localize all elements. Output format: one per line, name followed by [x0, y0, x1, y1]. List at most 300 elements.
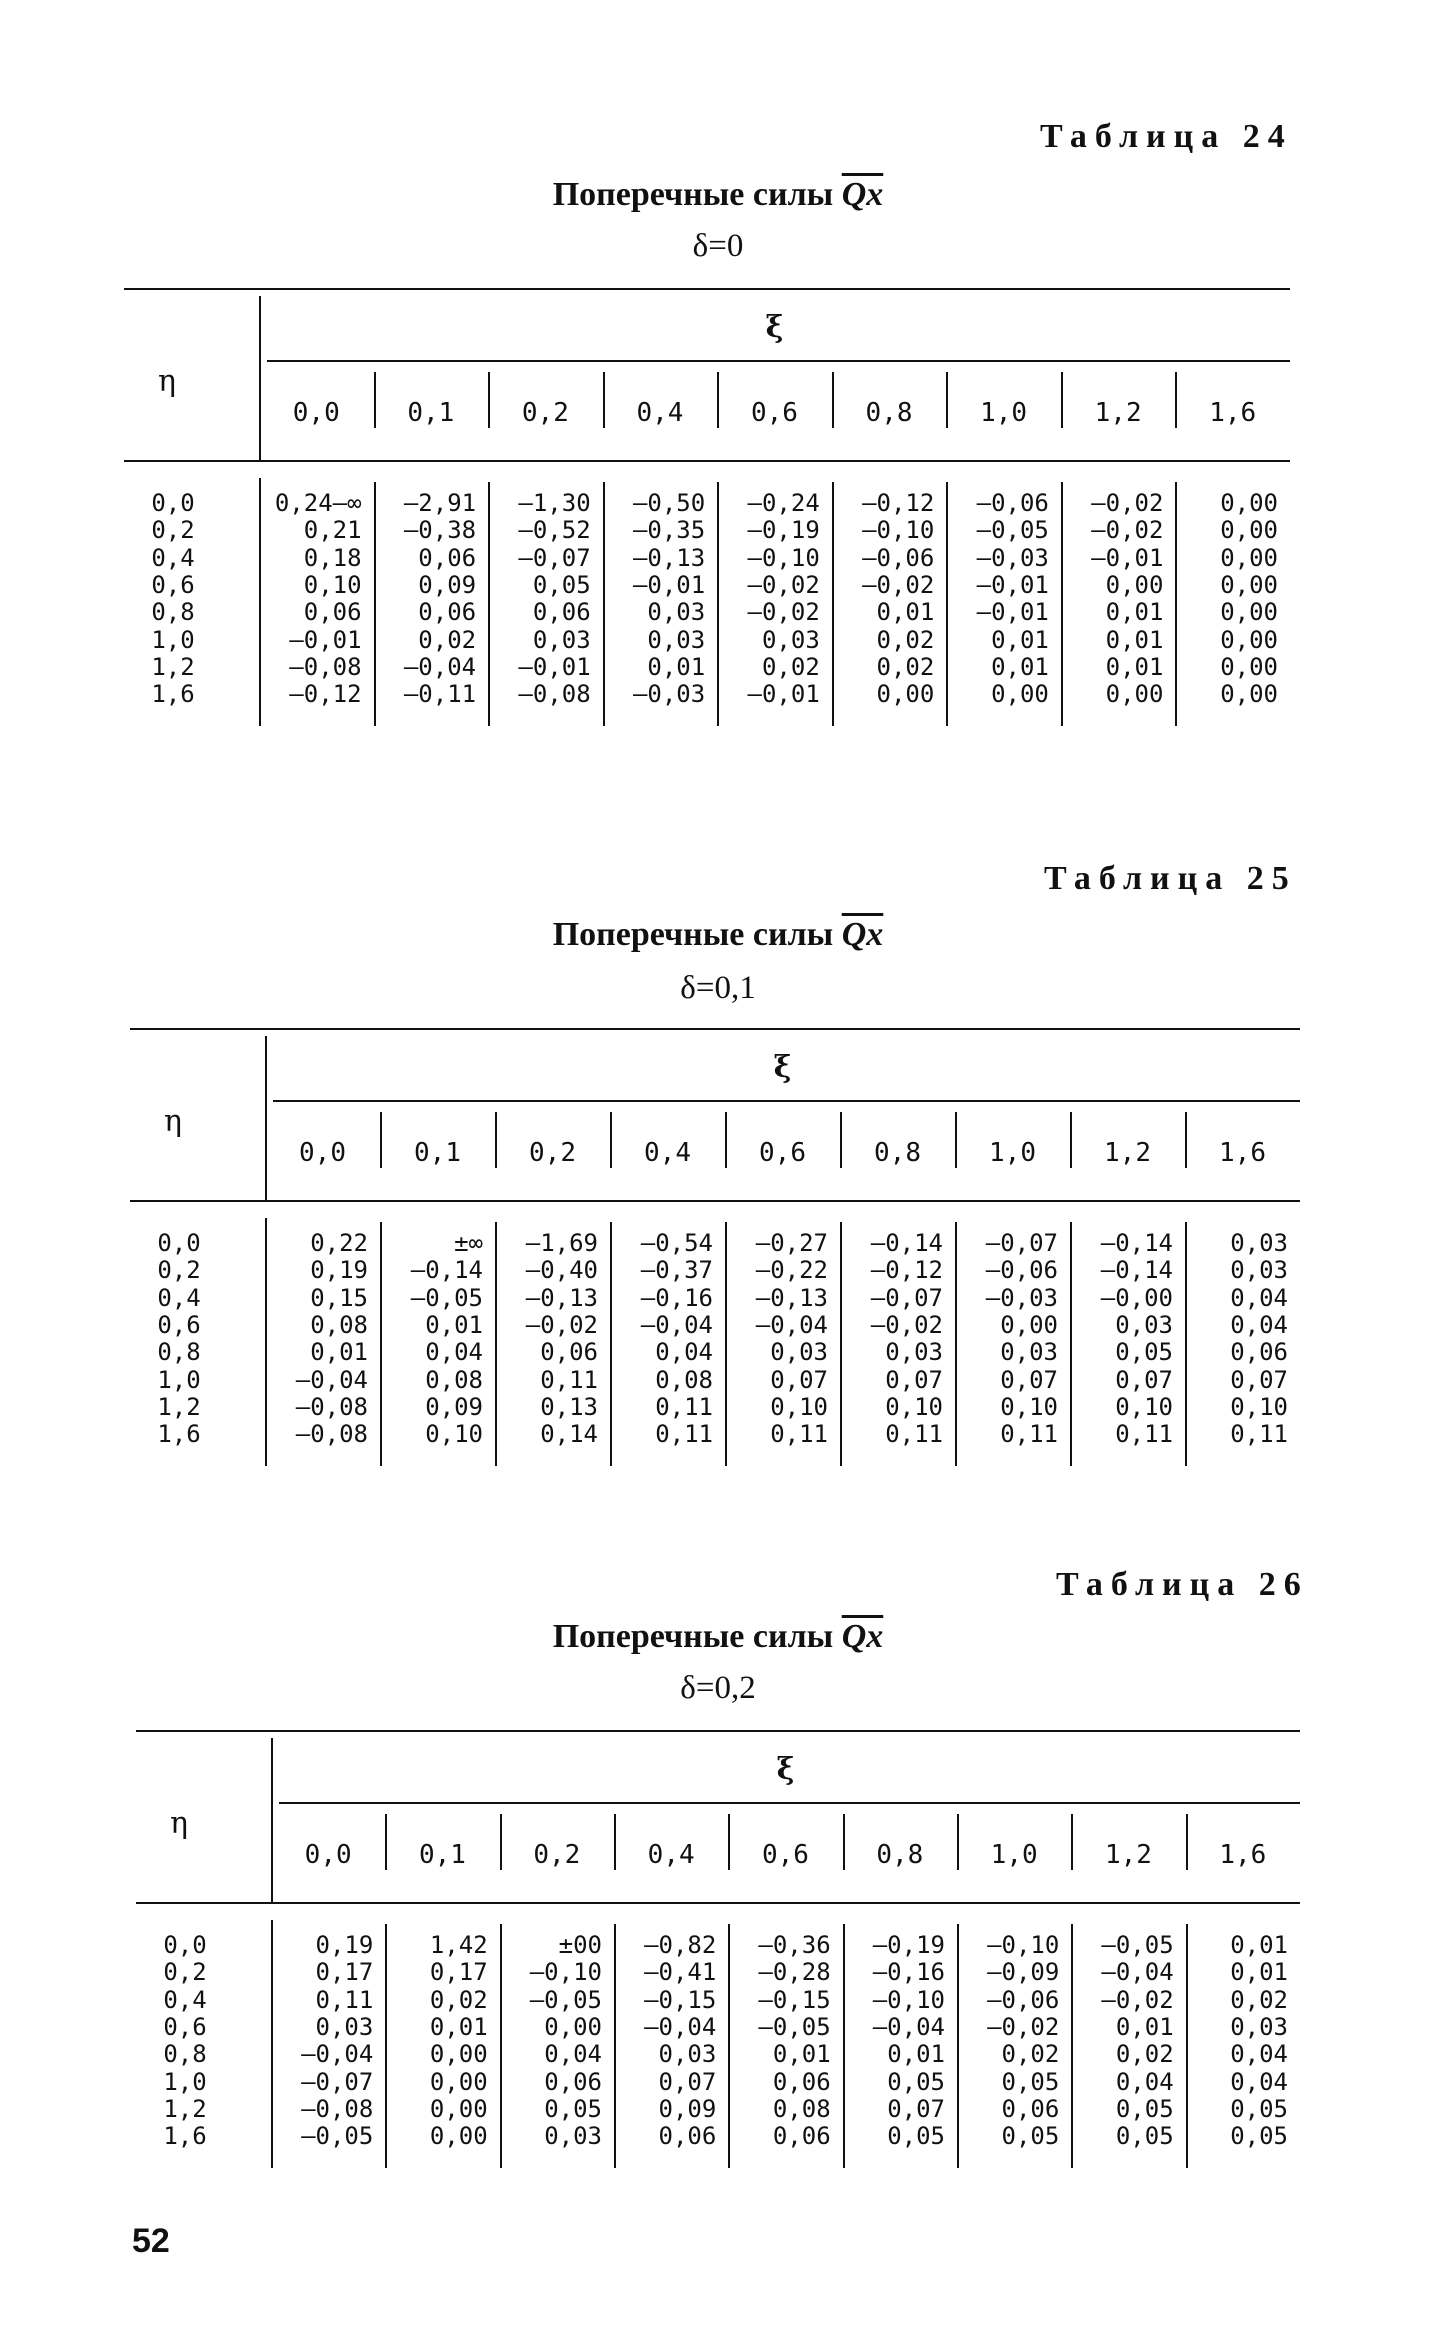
- table-cell: —0,36: [758, 1931, 831, 1959]
- table-cell: 0,10: [1230, 1392, 1288, 1421]
- table-cell: —0,01: [747, 680, 820, 709]
- title-text: Поперечные силы: [552, 1618, 842, 1655]
- table-cell: 0,00: [1220, 625, 1278, 654]
- table-cell: 0,10: [425, 1420, 483, 1449]
- table-cell: 0,01: [1115, 2012, 1174, 2041]
- table-cell: 0,03: [1115, 1310, 1173, 1339]
- column-header: 1,0: [980, 398, 1028, 428]
- xi-symbol: ξ: [776, 1752, 795, 1787]
- column-separator-body: [495, 1222, 497, 1466]
- table-cell: —0,11: [403, 680, 477, 709]
- column-header: 0,4: [644, 1138, 691, 1168]
- column-separator-body: [725, 1222, 727, 1466]
- row-label: 1,6: [151, 680, 195, 709]
- table-delta: δ=0,1: [680, 970, 756, 1006]
- column-separator: [955, 1112, 957, 1168]
- column-separator: [840, 1112, 842, 1168]
- column-separator: [488, 372, 490, 428]
- table-cell: 0,00: [429, 2094, 488, 2123]
- table-cell: —0,03: [632, 680, 706, 709]
- table-cell: —0,16: [872, 1958, 945, 1987]
- table-cell: 0,09: [658, 2094, 717, 2123]
- table-cell: 0,05: [1001, 2122, 1060, 2151]
- column-separator: [1186, 1814, 1188, 1870]
- table-cell: —0,38: [403, 516, 477, 545]
- row-label: 1,0: [157, 1365, 201, 1394]
- table-cell: 0,03: [761, 625, 820, 654]
- column-separator: [614, 1814, 616, 1870]
- table-cell: 0,11: [770, 1420, 828, 1449]
- table-cell: —0,08: [289, 652, 362, 681]
- table-cell: —0,05: [301, 2122, 374, 2151]
- table-cell: —0,12: [870, 1256, 943, 1285]
- table-cell: 0,01: [1230, 1931, 1288, 1959]
- table-cell: 0,00: [1105, 570, 1164, 599]
- table-cell: —0,02: [862, 570, 935, 599]
- table-cell: —0,13: [632, 543, 706, 572]
- table-cell: —0,02: [987, 2012, 1060, 2041]
- column-separator: [832, 372, 834, 428]
- table-cell: 0,02: [429, 1985, 488, 2014]
- table-cell: —0,10: [872, 1985, 945, 2014]
- table-cell: 0,19: [315, 1931, 374, 1959]
- table-cell: 0,01: [310, 1338, 368, 1367]
- table-cell: 0,11: [655, 1392, 713, 1421]
- table-cell: 0,01: [425, 1310, 483, 1339]
- table-cell: —0,13: [755, 1283, 828, 1312]
- table-cell: —0,22: [755, 1256, 828, 1285]
- eta-symbol: η: [158, 364, 176, 399]
- table-cell: 0,11: [1000, 1420, 1058, 1449]
- table-cell: 0,06: [658, 2122, 717, 2151]
- table-cell: 0,07: [1000, 1365, 1058, 1394]
- table-number: Таблица 26: [1056, 1566, 1309, 1603]
- table-cell: —0,14: [870, 1229, 943, 1257]
- table-cell: 0,03: [658, 2040, 717, 2069]
- column-separator-body: [488, 482, 490, 726]
- table-cell: 0,18: [303, 543, 362, 572]
- table-cell: 0,00: [1000, 1310, 1058, 1339]
- column-header: 1,6: [1219, 1840, 1267, 1870]
- table-cell: 0,07: [885, 1365, 943, 1394]
- column-header: 1,6: [1219, 1138, 1266, 1168]
- table-cell: 0,04: [1230, 1310, 1288, 1339]
- table-cell: 0,05: [887, 2067, 945, 2096]
- table-cell: —0,02: [747, 570, 820, 599]
- table-cell: —0,06: [862, 543, 935, 572]
- table-cell: 0,07: [770, 1365, 828, 1394]
- table-cell: 0,10: [770, 1392, 828, 1421]
- table-cell: 0,09: [425, 1392, 483, 1421]
- column-header: 0,8: [865, 398, 913, 428]
- table-cell: 0,03: [1230, 1229, 1288, 1257]
- table-cell: 0,09: [418, 570, 477, 599]
- title-symbol: $\overline{Qx}$: [841, 176, 884, 213]
- table-cell: 0,05: [532, 570, 591, 599]
- table-cell: —0,14: [410, 1256, 483, 1285]
- table-cell: —0,01: [289, 625, 362, 654]
- table-cell: 0,04: [1230, 2067, 1288, 2096]
- row-label: 0,6: [157, 1310, 201, 1339]
- table-cell: —0,14: [1100, 1256, 1173, 1285]
- column-separator: [957, 1814, 959, 1870]
- table-cell: 0,03: [1000, 1338, 1058, 1367]
- table-cell: 0,00: [1220, 570, 1278, 599]
- table-cell: 0,01: [429, 2012, 488, 2041]
- table-cell: —1,69: [525, 1229, 598, 1257]
- table-cell: —0,10: [862, 516, 935, 545]
- page-number: 52: [132, 2222, 170, 2260]
- table-cell: 0,06: [1001, 2094, 1060, 2123]
- column-separator-body: [380, 1222, 382, 1466]
- column-header: 0,6: [751, 398, 798, 428]
- column-header: 1,6: [1209, 398, 1257, 428]
- row-label: 0,0: [163, 1931, 207, 1959]
- xi-symbol: ξ: [765, 310, 784, 345]
- table-cell: 0,04: [655, 1338, 713, 1367]
- column-separator-body: [946, 482, 948, 726]
- table-cell: —0,10: [987, 1931, 1060, 1959]
- table-cell: —0,02: [525, 1310, 598, 1339]
- row-label: 0,4: [151, 543, 195, 572]
- row-label: 1,0: [151, 625, 195, 654]
- column-header: 0,1: [414, 1138, 461, 1168]
- table-cell: 0,08: [425, 1365, 483, 1394]
- column-separator: [374, 372, 376, 428]
- table-cell: —0,02: [747, 598, 820, 627]
- table-cell: —0,02: [1101, 1985, 1174, 2014]
- table-cell: 0,05: [1115, 2094, 1174, 2123]
- column-separator-body: [717, 482, 719, 726]
- column-header: 1,0: [990, 1840, 1038, 1870]
- column-header: 0,2: [533, 1840, 581, 1870]
- column-separator-body: [603, 482, 605, 726]
- table-cell: 0,06: [532, 598, 591, 627]
- table-cell: 0,02: [418, 625, 477, 654]
- table-cell: 0,02: [1001, 2040, 1060, 2069]
- table-cell: 0,08: [655, 1365, 713, 1394]
- column-header: 0,2: [529, 1138, 576, 1168]
- column-header: 0,1: [419, 1840, 466, 1870]
- column-separator: [385, 1814, 387, 1870]
- table-cell: —0,05: [410, 1283, 483, 1312]
- table-cell: —0,24: [747, 489, 820, 517]
- table-cell: 0,01: [1230, 1958, 1288, 1987]
- table-cell: 0,00: [429, 2122, 488, 2151]
- table-cell: 0,02: [761, 652, 820, 681]
- table-top-rule: [130, 1028, 1300, 1030]
- table-cell: 0,04: [1230, 1283, 1288, 1312]
- table-cell: 0,01: [647, 652, 706, 681]
- table-cell: —0,04: [1101, 1958, 1174, 1987]
- table-cell: 0,05: [887, 2122, 945, 2151]
- row-label: 1,6: [157, 1420, 201, 1449]
- column-separator: [728, 1814, 730, 1870]
- table-cell: —0,03: [976, 543, 1049, 572]
- xi-symbol: ξ: [773, 1050, 792, 1085]
- column-separator: [1061, 372, 1063, 428]
- row-label: 0,6: [163, 2012, 207, 2041]
- table-title: [0, 1618, 1436, 1656]
- table-cell: —0,06: [985, 1256, 1058, 1285]
- table-cell: 0,04: [425, 1338, 483, 1367]
- column-header: 0,4: [636, 398, 684, 428]
- table-cell: 0,00: [1220, 652, 1278, 681]
- row-label: 1,6: [163, 2122, 207, 2151]
- eta-separator-body: [271, 1920, 273, 2168]
- table-cell: —0,06: [976, 489, 1049, 517]
- column-header: 0,0: [304, 1840, 352, 1870]
- column-header: 0,6: [762, 1840, 809, 1870]
- table-cell: —0,05: [976, 516, 1049, 545]
- column-header: 1,2: [1104, 1138, 1151, 1168]
- table-cell: —0,15: [644, 1985, 717, 2014]
- table-top-rule: [136, 1730, 1300, 1732]
- xi-rule: [279, 1802, 1300, 1804]
- table-cell: —0,52: [518, 516, 591, 545]
- table-cell: —0,01: [518, 652, 591, 681]
- row-label: 0,0: [151, 489, 195, 517]
- table-cell: —0,82: [644, 1931, 717, 1959]
- table-cell: 0,05: [1115, 2122, 1174, 2151]
- table-cell: —0,04: [644, 2012, 717, 2041]
- table-cell: 0,01: [1105, 625, 1164, 654]
- column-header: 0,8: [874, 1138, 921, 1168]
- column-separator-body: [1175, 482, 1177, 726]
- eta-symbol: η: [170, 1806, 188, 1841]
- table-cell: 0,05: [1230, 2094, 1288, 2123]
- table-cell: 0,03: [1230, 1256, 1288, 1285]
- column-separator-body: [1071, 1924, 1073, 2168]
- column-header: 0,0: [292, 398, 340, 428]
- column-separator: [725, 1112, 727, 1168]
- eta-separator-body: [259, 478, 261, 726]
- table-cell: 0,10: [1115, 1392, 1173, 1421]
- table-cell: 0,05: [1001, 2067, 1060, 2096]
- column-header: 1,2: [1094, 398, 1142, 428]
- table-cell: —0,08: [301, 2094, 374, 2123]
- table-cell: 0,04: [1115, 2067, 1174, 2096]
- table-cell: 0,00: [429, 2040, 488, 2069]
- table-cell: —0,28: [758, 1958, 831, 1987]
- column-separator-body: [843, 1924, 845, 2168]
- table-cell: 0,06: [772, 2067, 831, 2096]
- table-cell: 0,06: [418, 543, 477, 572]
- column-header: 1,2: [1105, 1840, 1152, 1870]
- table-cell: 0,01: [991, 625, 1049, 654]
- column-header: 0,1: [407, 398, 455, 428]
- table-cell: 0,10: [303, 570, 362, 599]
- table-cell: —0,12: [862, 489, 935, 517]
- table-cell: 0,22: [310, 1229, 368, 1257]
- table-cell: 0,19: [310, 1256, 368, 1285]
- xi-rule: [273, 1100, 1300, 1102]
- column-separator-body: [1186, 1924, 1188, 2168]
- row-label: 0,6: [151, 570, 195, 599]
- table-cell: 0,11: [540, 1365, 598, 1394]
- table-cell: 0,00: [991, 680, 1049, 709]
- table-cell: 0,24—∞: [274, 489, 362, 517]
- table-cell: —0,02: [870, 1310, 943, 1339]
- table-cell: ±00: [558, 1931, 602, 1959]
- table-cell: 0,01: [876, 598, 935, 627]
- table-number: Таблица 25: [1044, 860, 1297, 897]
- table-cell: —0,04: [301, 2040, 374, 2069]
- table-title: [0, 916, 1436, 954]
- column-separator: [500, 1814, 502, 1870]
- table-cell: —1,30: [518, 489, 591, 517]
- table-cell: —0,01: [976, 598, 1049, 627]
- table-cell: —0,12: [289, 680, 362, 709]
- table-cell: —0,14: [1100, 1229, 1173, 1257]
- column-header: 0,2: [521, 398, 569, 428]
- table-cell: 0,13: [540, 1392, 598, 1421]
- table-number: Таблица 24: [1040, 118, 1293, 155]
- table-cell: 0,06: [540, 1338, 598, 1367]
- table-cell: —0,41: [644, 1958, 717, 1987]
- table-cell: 0,02: [1230, 1985, 1288, 2014]
- table-cell: 0,15: [310, 1283, 368, 1312]
- row-label: 1,2: [151, 652, 195, 681]
- table-cell: —0,09: [987, 1958, 1060, 1987]
- table-cell: 0,07: [1115, 1365, 1173, 1394]
- table-cell: 0,07: [1230, 1365, 1288, 1394]
- column-separator: [1070, 1112, 1072, 1168]
- table-cell: 0,00: [429, 2067, 488, 2096]
- table-cell: 0,00: [1220, 598, 1278, 627]
- column-separator-body: [955, 1222, 957, 1466]
- column-separator: [1071, 1814, 1073, 1870]
- table-cell: —0,27: [755, 1229, 828, 1257]
- table-cell: —0,19: [872, 1931, 945, 1959]
- table-cell: 0,07: [887, 2094, 945, 2123]
- table-cell: —0,08: [295, 1420, 368, 1449]
- table-cell: —0,06: [987, 1985, 1060, 2014]
- eta-separator-body: [265, 1218, 267, 1466]
- table-cell: —0,08: [295, 1392, 368, 1421]
- table-cell: 0,05: [1230, 2122, 1288, 2151]
- column-separator-body: [728, 1924, 730, 2168]
- column-separator-body: [1185, 1222, 1187, 1466]
- table-cell: —0,40: [525, 1256, 598, 1285]
- title-text: Поперечные силы: [552, 176, 842, 213]
- table-title: [0, 176, 1436, 214]
- table-cell: —0,04: [295, 1365, 368, 1394]
- column-separator: [843, 1814, 845, 1870]
- table-cell: 0,00: [1220, 680, 1278, 709]
- table-cell: 0,03: [544, 2122, 602, 2151]
- table-cell: 0,02: [876, 652, 935, 681]
- table-cell: 0,03: [885, 1338, 943, 1367]
- header-bottom-rule: [136, 1902, 1300, 1904]
- table-cell: 0,06: [544, 2067, 602, 2096]
- table-cell: 0,17: [429, 1958, 488, 1987]
- table-cell: 0,03: [647, 625, 706, 654]
- table-cell: —0,07: [301, 2067, 374, 2096]
- table-cell: 0,06: [772, 2122, 831, 2151]
- row-label: 1,0: [163, 2067, 207, 2096]
- table-cell: —0,10: [529, 1958, 602, 1987]
- title-symbol: $\overline{Qx}$: [841, 1618, 884, 1655]
- column-separator-body: [374, 482, 376, 726]
- column-separator: [380, 1112, 382, 1168]
- column-separator-body: [957, 1924, 959, 2168]
- table-cell: 0,11: [655, 1420, 713, 1449]
- column-separator: [610, 1112, 612, 1168]
- table-cell: 0,06: [1230, 1338, 1288, 1367]
- table-cell: 0,00: [544, 2012, 602, 2041]
- row-label: 0,4: [157, 1283, 201, 1312]
- column-header: 0,6: [759, 1138, 806, 1168]
- column-separator: [495, 1112, 497, 1168]
- table-cell: 0,02: [1115, 2040, 1174, 2069]
- table-cell: —0,13: [525, 1283, 598, 1312]
- column-separator: [946, 372, 948, 428]
- table-cell: 0,00: [876, 680, 935, 709]
- row-label: 0,8: [163, 2040, 207, 2069]
- table-cell: —0,37: [640, 1256, 713, 1285]
- table-cell: 0,10: [885, 1392, 943, 1421]
- table-cell: 0,03: [647, 598, 706, 627]
- column-separator: [1175, 372, 1177, 428]
- row-label: 0,0: [157, 1229, 201, 1257]
- header-bottom-rule: [130, 1200, 1300, 1202]
- table-cell: —0,01: [1091, 543, 1164, 572]
- table-cell: ±∞: [454, 1229, 483, 1257]
- table-cell: 0,01: [991, 652, 1049, 681]
- table-cell: —0,04: [755, 1310, 828, 1339]
- row-label: 0,2: [151, 516, 195, 545]
- table-cell: —0,04: [640, 1310, 713, 1339]
- table-cell: —0,04: [872, 2012, 945, 2041]
- column-header: 0,0: [299, 1138, 346, 1168]
- column-separator-body: [832, 482, 834, 726]
- table-cell: 0,10: [1000, 1392, 1058, 1421]
- column-separator-body: [500, 1924, 502, 2168]
- row-label: 1,2: [157, 1392, 201, 1421]
- table-cell: —0,50: [632, 489, 706, 517]
- title-text: Поперечные силы: [552, 916, 842, 953]
- table-cell: —0,07: [870, 1283, 943, 1312]
- table-cell: —0,16: [640, 1283, 713, 1312]
- table-cell: —0,01: [976, 570, 1049, 599]
- title-symbol: $\overline{Qx}$: [841, 916, 884, 953]
- column-separator: [603, 372, 605, 428]
- table-cell: 0,07: [658, 2067, 717, 2096]
- column-separator-body: [614, 1924, 616, 2168]
- table-cell: 0,03: [315, 2012, 374, 2041]
- table-cell: —0,05: [758, 2012, 831, 2041]
- column-header: 1,0: [989, 1138, 1036, 1168]
- table-cell: 0,05: [1115, 1338, 1173, 1367]
- table-delta: δ=0,2: [680, 1670, 756, 1706]
- xi-rule: [267, 360, 1290, 362]
- eta-symbol: η: [164, 1104, 182, 1139]
- table-cell: 1,42: [429, 1931, 488, 1959]
- table-cell: 0,03: [1230, 2012, 1288, 2041]
- table-cell: 0,11: [315, 1985, 374, 2014]
- table-cell: 0,01: [1105, 652, 1164, 681]
- table-cell: —0,04: [403, 652, 477, 681]
- table-cell: 0,08: [310, 1310, 368, 1339]
- table-cell: 0,08: [772, 2094, 831, 2123]
- column-header: 0,4: [647, 1840, 695, 1870]
- row-label: 0,2: [163, 1958, 207, 1987]
- table-cell: —0,01: [632, 570, 706, 599]
- row-label: 0,8: [151, 598, 195, 627]
- table-cell: —0,08: [518, 680, 591, 709]
- column-separator-body: [385, 1924, 387, 2168]
